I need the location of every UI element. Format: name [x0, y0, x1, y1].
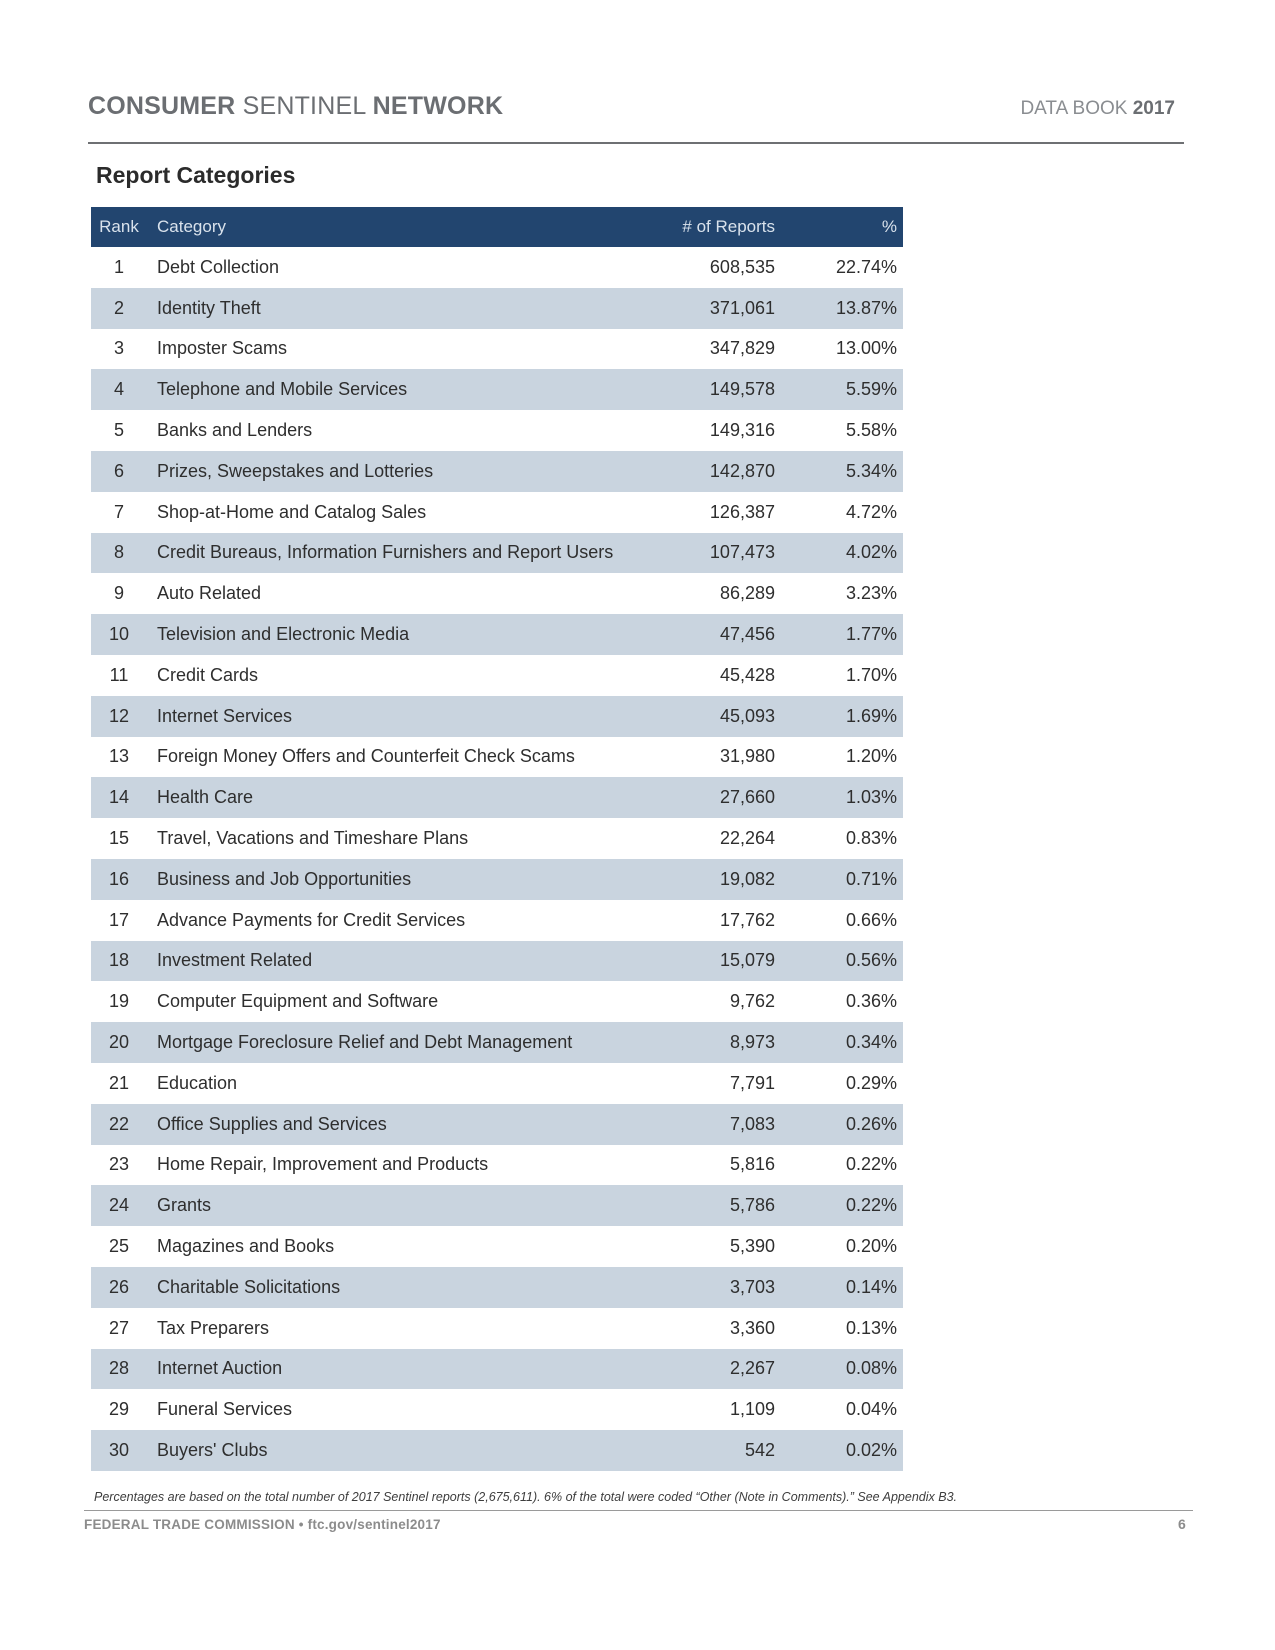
reports-cell: 5,390	[635, 1226, 787, 1267]
title-part-sentinel: SENTINEL	[235, 92, 373, 120]
reports-cell: 347,829	[635, 329, 787, 370]
table-row	[91, 1389, 903, 1430]
table-row	[91, 818, 903, 859]
reports-cell: 107,473	[635, 533, 787, 574]
percent-cell: 0.26%	[787, 1104, 903, 1145]
column-header-reports: # of Reports	[635, 207, 787, 247]
rank-cell: 1	[91, 247, 147, 288]
percent-cell: 0.83%	[787, 818, 903, 859]
category-cell: Funeral Services	[147, 1389, 635, 1430]
percent-cell: 1.20%	[787, 737, 903, 778]
column-header-rank: Rank	[91, 207, 147, 247]
table-body	[91, 247, 903, 1471]
category-cell: Tax Preparers	[147, 1308, 635, 1349]
rank-cell: 10	[91, 614, 147, 655]
table-row	[91, 696, 903, 737]
category-cell: Identity Theft	[147, 288, 635, 329]
table-row	[91, 1308, 903, 1349]
category-cell: Health Care	[147, 777, 635, 818]
title-part-consumer: CONSUMER	[88, 92, 236, 120]
reports-cell: 142,870	[635, 451, 787, 492]
reports-cell: 45,093	[635, 696, 787, 737]
table-row	[91, 777, 903, 818]
reports-cell: 86,289	[635, 573, 787, 614]
percent-cell: 0.08%	[787, 1349, 903, 1390]
table-row	[91, 288, 903, 329]
percent-cell: 0.22%	[787, 1145, 903, 1186]
category-cell: Banks and Lenders	[147, 410, 635, 451]
percent-cell: 0.34%	[787, 1022, 903, 1063]
category-cell: Prizes, Sweepstakes and Lotteries	[147, 451, 635, 492]
reports-cell: 22,264	[635, 818, 787, 859]
category-cell: Telephone and Mobile Services	[147, 369, 635, 410]
rank-cell: 15	[91, 818, 147, 859]
reports-cell: 2,267	[635, 1349, 787, 1390]
data-book-label	[1020, 98, 1175, 120]
table-row	[91, 655, 903, 696]
percent-cell: 0.20%	[787, 1226, 903, 1267]
reports-cell: 47,456	[635, 614, 787, 655]
percent-cell: 5.59%	[787, 369, 903, 410]
percent-cell: 0.71%	[787, 859, 903, 900]
category-cell: Shop-at-Home and Catalog Sales	[147, 492, 635, 533]
table-row	[91, 1430, 903, 1471]
reports-cell: 149,578	[635, 369, 787, 410]
category-cell: Office Supplies and Services	[147, 1104, 635, 1145]
percent-cell: 1.03%	[787, 777, 903, 818]
category-cell: Television and Electronic Media	[147, 614, 635, 655]
category-cell: Travel, Vacations and Timeshare Plans	[147, 818, 635, 859]
footer-divider	[84, 1510, 1193, 1511]
rank-cell: 12	[91, 696, 147, 737]
percent-cell: 1.77%	[787, 614, 903, 655]
rank-cell: 17	[91, 900, 147, 941]
table-row	[91, 900, 903, 941]
title-part-network: NETWORK	[372, 92, 504, 120]
table-row	[91, 410, 903, 451]
percent-cell: 0.14%	[787, 1267, 903, 1308]
rank-cell: 7	[91, 492, 147, 533]
category-cell: Grants	[147, 1185, 635, 1226]
table-row	[91, 1145, 903, 1186]
table-row	[91, 737, 903, 778]
rank-cell: 25	[91, 1226, 147, 1267]
rank-cell: 5	[91, 410, 147, 451]
reports-cell: 31,980	[635, 737, 787, 778]
category-cell: Education	[147, 1063, 635, 1104]
rank-cell: 20	[91, 1022, 147, 1063]
table-row	[91, 859, 903, 900]
column-header-percent: %	[787, 207, 903, 247]
percent-cell: 3.23%	[787, 573, 903, 614]
rank-cell: 26	[91, 1267, 147, 1308]
percent-cell: 22.74%	[787, 247, 903, 288]
rank-cell: 30	[91, 1430, 147, 1471]
page-header	[88, 88, 1183, 138]
percent-cell: 0.66%	[787, 900, 903, 941]
category-cell: Charitable Solicitations	[147, 1267, 635, 1308]
percent-cell: 4.02%	[787, 533, 903, 574]
table-row	[91, 1349, 903, 1390]
report-categories-table	[91, 207, 903, 1471]
header-divider	[88, 142, 1184, 144]
reports-cell: 7,083	[635, 1104, 787, 1145]
category-cell: Advance Payments for Credit Services	[147, 900, 635, 941]
reports-cell: 608,535	[635, 247, 787, 288]
table-row	[91, 369, 903, 410]
category-cell: Internet Services	[147, 696, 635, 737]
table-row	[91, 329, 903, 370]
category-cell: Credit Cards	[147, 655, 635, 696]
reports-cell: 27,660	[635, 777, 787, 818]
reports-cell: 8,973	[635, 1022, 787, 1063]
rank-cell: 27	[91, 1308, 147, 1349]
category-cell: Business and Job Opportunities	[147, 859, 635, 900]
percent-cell: 1.69%	[787, 696, 903, 737]
category-cell: Debt Collection	[147, 247, 635, 288]
percent-cell: 4.72%	[787, 492, 903, 533]
table-row	[91, 451, 903, 492]
rank-cell: 14	[91, 777, 147, 818]
reports-cell: 3,703	[635, 1267, 787, 1308]
rank-cell: 24	[91, 1185, 147, 1226]
rank-cell: 23	[91, 1145, 147, 1186]
table-row	[91, 941, 903, 982]
percent-cell: 13.87%	[787, 288, 903, 329]
percent-cell: 5.58%	[787, 410, 903, 451]
table-row	[91, 573, 903, 614]
reports-cell: 7,791	[635, 1063, 787, 1104]
rank-cell: 18	[91, 941, 147, 982]
category-cell: Credit Bureaus, Information Furnishers and Report Users	[147, 533, 635, 574]
category-cell: Computer Equipment and Software	[147, 981, 635, 1022]
category-cell: Magazines and Books	[147, 1226, 635, 1267]
table-row	[91, 981, 903, 1022]
reports-cell: 371,061	[635, 288, 787, 329]
table-row	[91, 614, 903, 655]
rank-cell: 2	[91, 288, 147, 329]
rank-cell: 16	[91, 859, 147, 900]
percent-cell: 13.00%	[787, 329, 903, 370]
percent-cell: 0.04%	[787, 1389, 903, 1430]
percent-cell: 5.34%	[787, 451, 903, 492]
page-number: 6	[1178, 1516, 1186, 1532]
column-header-category: Category	[147, 207, 635, 247]
reports-cell: 19,082	[635, 859, 787, 900]
table-row	[91, 1022, 903, 1063]
data-book-text: DATA BOOK	[1020, 98, 1133, 119]
reports-cell: 9,762	[635, 981, 787, 1022]
rank-cell: 13	[91, 737, 147, 778]
category-cell: Mortgage Foreclosure Relief and Debt Management	[147, 1022, 635, 1063]
table-row	[91, 1104, 903, 1145]
rank-cell: 8	[91, 533, 147, 574]
reports-cell: 542	[635, 1430, 787, 1471]
percent-cell: 0.02%	[787, 1430, 903, 1471]
rank-cell: 22	[91, 1104, 147, 1145]
footer-source: FEDERAL TRADE COMMISSION • ftc.gov/sentinel2017	[84, 1517, 441, 1532]
rank-cell: 6	[91, 451, 147, 492]
category-cell: Home Repair, Improvement and Products	[147, 1145, 635, 1186]
reports-cell: 149,316	[635, 410, 787, 451]
percent-cell: 0.13%	[787, 1308, 903, 1349]
percent-cell: 1.70%	[787, 655, 903, 696]
table-row	[91, 1185, 903, 1226]
section-title: Report Categories	[96, 162, 296, 188]
category-cell: Investment Related	[147, 941, 635, 982]
reports-cell: 3,360	[635, 1308, 787, 1349]
category-cell: Internet Auction	[147, 1349, 635, 1390]
category-cell: Imposter Scams	[147, 329, 635, 370]
reports-cell: 15,079	[635, 941, 787, 982]
percent-cell: 0.36%	[787, 981, 903, 1022]
rank-cell: 21	[91, 1063, 147, 1104]
rank-cell: 9	[91, 573, 147, 614]
rank-cell: 19	[91, 981, 147, 1022]
rank-cell: 3	[91, 329, 147, 370]
reports-cell: 5,786	[635, 1185, 787, 1226]
rank-cell: 29	[91, 1389, 147, 1430]
percent-cell: 0.22%	[787, 1185, 903, 1226]
rank-cell: 11	[91, 655, 147, 696]
rank-cell: 4	[91, 369, 147, 410]
percent-cell: 0.29%	[787, 1063, 903, 1104]
table-row	[91, 1063, 903, 1104]
footnote: Percentages are based on the total number of 2017 Sentinel reports (2,675,611). 6% of the total were coded “Other (Note in Comments).” See Appendix B3.	[94, 1490, 957, 1504]
percent-cell: 0.56%	[787, 941, 903, 982]
rank-cell: 28	[91, 1349, 147, 1390]
category-cell: Foreign Money Offers and Counterfeit Check Scams	[147, 737, 635, 778]
table-row	[91, 1226, 903, 1267]
reports-cell: 126,387	[635, 492, 787, 533]
reports-cell: 1,109	[635, 1389, 787, 1430]
table-row	[91, 492, 903, 533]
category-cell: Auto Related	[147, 573, 635, 614]
publication-title	[88, 92, 503, 121]
reports-cell: 17,762	[635, 900, 787, 941]
table-row	[91, 533, 903, 574]
reports-cell: 5,816	[635, 1145, 787, 1186]
category-cell: Buyers' Clubs	[147, 1430, 635, 1471]
data-book-year: 2017	[1132, 98, 1175, 119]
table-row	[91, 1267, 903, 1308]
table-header-row	[91, 207, 903, 247]
table-row	[91, 247, 903, 288]
reports-cell: 45,428	[635, 655, 787, 696]
